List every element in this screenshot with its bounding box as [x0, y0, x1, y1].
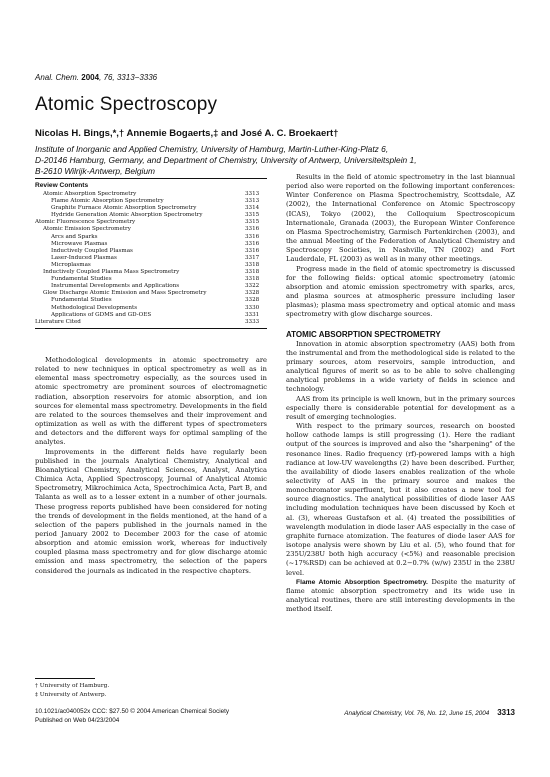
toc-label: Fundamental Studies — [51, 297, 112, 304]
toc-page: 3314 — [245, 205, 260, 212]
toc-row — [35, 205, 267, 212]
toc-label: Instrumental Developments and Applications — [51, 283, 180, 290]
toc-row — [35, 226, 267, 233]
toc-page: 3318 — [245, 261, 260, 268]
body-paragraph: Methodological developments in atomic spectrometry are related to new techniques in optical spectrometry as well as in elemental mass spectrometry especially, as the sources used in atomic spectrometry are prominent sources of electromagnetic radiation, absorption reservoirs for atomic absorption, and ion sources for elemental mass spectrometry. Developments in the field are related to the sources themselves and their improvement and optimization as well as with the different types of spectrometers and detectors and the different ways for optimal sampling of the analytes. — [35, 356, 267, 447]
page-footer — [35, 708, 515, 724]
toc-label: Methodological Developments — [51, 304, 138, 311]
toc-row — [35, 234, 267, 241]
published-date: Published on Web 04/23/2004 — [35, 717, 120, 724]
toc-page: 3315 — [245, 212, 260, 219]
toc-row — [35, 198, 267, 205]
left-column — [35, 356, 267, 576]
toc-title: Review Contents — [35, 182, 89, 189]
toc-page: 3316 — [245, 240, 260, 247]
body-paragraph: Innovation in atomic absorption spectrometry (AAS) both from the instrumental and from the methodological side is related to the primary sources, atom reservoirs, sample introduction, and analytical figures of merit so as to be able to solve challenging analytical problems in a wide variety of fields in science and technology. — [286, 339, 515, 394]
toc-row — [35, 312, 267, 319]
citation-pages: , 76, 3313−3336 — [99, 73, 158, 82]
toc-row — [35, 276, 267, 283]
toc-row — [35, 290, 267, 297]
body-paragraph: Results in the field of atomic spectrometry in the last biannual period also were reported on the following important conferences: Winter Conference on Plasma Spectrochemistry, Scottsdale, AZ (2002), the International Conference on Atomic Spectroscopy (ICAS), Tokyo (2002), the Colloquium Spectroscopicum Internationale, Granada (2003), the European Winter Conference on Plasma Spectrochemistry, Garmisch Partenkirchen (2003), and the annual Meeting of the Federation of Analytical Chemistry and Spectroscopy Societies, in Nashville, TN (2002) and Fort Lauderdale, FL (2003) as well as in many other meetings. — [286, 173, 515, 264]
toc-row — [35, 305, 267, 312]
toc-page: 3318 — [245, 269, 260, 276]
affiliation-line: Institute of Inorganic and Applied Chemistry, University of Hamburg, Martin-Luther-King-Platz 6, — [35, 144, 389, 154]
toc-page: 3318 — [245, 276, 260, 283]
subsection-paragraph — [286, 578, 515, 615]
toc-label: Atomic Absorption Spectrometry — [43, 191, 137, 197]
author-list: Nicolas H. Bings,*,† Annemie Bogaerts,‡ and José A. C. Broekaert† — [35, 128, 339, 139]
toc-row — [35, 269, 267, 276]
toc-label: Atomic Emission Spectrometry — [43, 226, 131, 233]
toc-label: Atomic Fluorescence Spectrometry — [35, 219, 136, 226]
toc-page: 3315 — [245, 219, 260, 226]
toc-label: Literature Cited — [35, 318, 81, 325]
toc-row — [35, 241, 267, 248]
toc-page: 3328 — [245, 297, 260, 304]
toc-row — [35, 191, 267, 198]
toc-list — [35, 191, 267, 326]
body-paragraph: AAS from its principle is well known, but in the primary sources especially there is considerable potential for development as a result of emerging technologies. — [286, 394, 515, 421]
toc-page: 3313 — [245, 198, 260, 205]
toc-row — [35, 219, 267, 226]
toc-label: Microplasmas — [51, 261, 91, 268]
toc-label: Laser-Induced Plasmas — [51, 254, 117, 261]
citation-journal: Anal. Chem. — [35, 73, 80, 82]
citation — [35, 73, 157, 82]
toc-page: 3322 — [245, 283, 260, 290]
toc-page: 3313 — [245, 191, 260, 197]
toc-label: Inductively Coupled Plasmas — [51, 247, 133, 254]
toc-label: Microwave Plasmas — [51, 240, 108, 247]
body-paragraph: With respect to the primary sources, research on boosted hollow cathode lamps is still progressing (1). Here the radiant output of the sources is improved and also the "sharpening" of the resonance lines. Radio frequency (rf)-powered lamps with a high radiance at low-UV wavelengths (2) have been described. Further, the availability of diode lasers enables realization of the whole selectivity of AAS in the primary source and makes the monochromator superfluent, but it also creates a new tool for source diagnostics. The analytical possibilities of diode laser AAS including modulation techniques have been discussed by Koch et al. (3), whereas Gustafson et al. (4) treated the possibilities of wavelength modulation in diode laser AAS especially in the case of graphite furnace atomization. The features of diode laser AAS for isotope analysis were shown by Liu et al. (5), who found that for 235U/238U both high accuracy (<5%) and reasonable precision (~17%RSD) can be achieved at 0.2−0.7% (w/w) 235U in the 238U level. — [286, 422, 515, 577]
toc-row — [35, 248, 267, 255]
toc-page: 3328 — [245, 290, 260, 297]
review-contents — [35, 178, 267, 329]
footnote: † University of Hamburg. — [35, 683, 110, 689]
toc-label: Arcs and Sparks — [51, 233, 98, 240]
journal-info: Analytical Chemistry, Vol. 76, No. 12, June 15, 2004 — [344, 710, 490, 717]
toc-page: 3316 — [245, 226, 260, 233]
journal-issue — [344, 708, 515, 717]
toc-page: 3316 — [245, 233, 260, 240]
toc-row — [35, 283, 267, 290]
page-number: 3313 — [497, 708, 515, 717]
footnote: ‡ University of Antwerp. — [35, 692, 107, 698]
affiliation-line: B-2610 Wilrijk-Antwerp, Belgium — [35, 166, 156, 176]
affiliation-line: D-20146 Hamburg, Germany, and Department of Chemistry, University of Antwerp, Universiteitsplein 1, — [35, 155, 417, 165]
toc-row — [35, 319, 267, 326]
toc-label: Flame Atomic Absorption Spectrometry — [51, 198, 164, 205]
toc-page: 3330 — [245, 304, 260, 311]
toc-label: Glow Discharge Atomic Emission and Mass Spectrometry — [43, 290, 207, 297]
body-paragraph: Progress made in the field of atomic spectrometry is discussed for the following fields: optical atomic spectrometry (atomic absorption and atomic emission spectrometry with sparks, arcs, and plasma sources at atmospheric pressure including laser plasmas); plasma mass spectrometry and optical atomic and mass spectrometry with glow discharge sources. — [286, 264, 515, 319]
right-column — [286, 173, 515, 614]
toc-label: Graphite Furnace Atomic Absorption Spectrometry — [51, 205, 197, 212]
toc-label: Fundamental Studies — [51, 276, 112, 283]
toc-label: Hydride Generation Atomic Absorption Spectrometry — [51, 212, 203, 219]
section-heading: ATOMIC ABSORPTION SPECTROMETRY — [286, 329, 441, 339]
toc-page: 3331 — [245, 311, 260, 318]
doi-line: 10.1021/ac040052x CCC: $27.50 © 2004 American Chemical Society — [35, 708, 230, 715]
toc-row — [35, 297, 267, 304]
toc-page: 3317 — [245, 254, 260, 261]
toc-row — [35, 212, 267, 219]
body-paragraph: Improvements in the different fields have regularly been published in the journals Analytical Chemistry, Analytical and Bioanalytical Chemistry, Analytical Sciences, Analyst, Analytica Chimica Acta, Applied Spectroscopy, Journal of Analytical Atomic Spectrometry, Mikrochimica Acta, Spectrochimica Acta, Part B, and Talanta as well as to a lesser extent in a number of other journals. These progress reports published have been considered for noting the trends of development in the fields mentioned, at the hand of a selection of the papers published in the journals named in the period January 2002 to December 2003 for the case of atomic absorption and atomic emission work, whereas for inductively coupled plasma mass spectrometry and for glow discharge atomic emission and mass spectrometry, the selection of the papers considered the journals as indicated in the respective chapters. — [35, 447, 267, 575]
toc-row — [35, 262, 267, 269]
toc-label: Inductively Coupled Plasma Mass Spectrometry — [43, 269, 180, 276]
article-title: Atomic Spectroscopy — [35, 94, 218, 115]
toc-page: 3316 — [245, 247, 260, 254]
footnote-rule — [35, 678, 95, 679]
subsection-heading: Flame Atomic Absorption Spectrometry. — [296, 578, 428, 586]
toc-page: 3333 — [245, 318, 260, 325]
toc-label: Applications of GDMS and GD-OES — [51, 311, 152, 318]
subsection-text: Despite the maturity of flame atomic absorption spectrometry and its wide use in analytical routines, there are still interesting developments in the method itself. — [286, 577, 515, 614]
toc-row — [35, 255, 267, 262]
citation-year: 2004 — [81, 73, 100, 82]
